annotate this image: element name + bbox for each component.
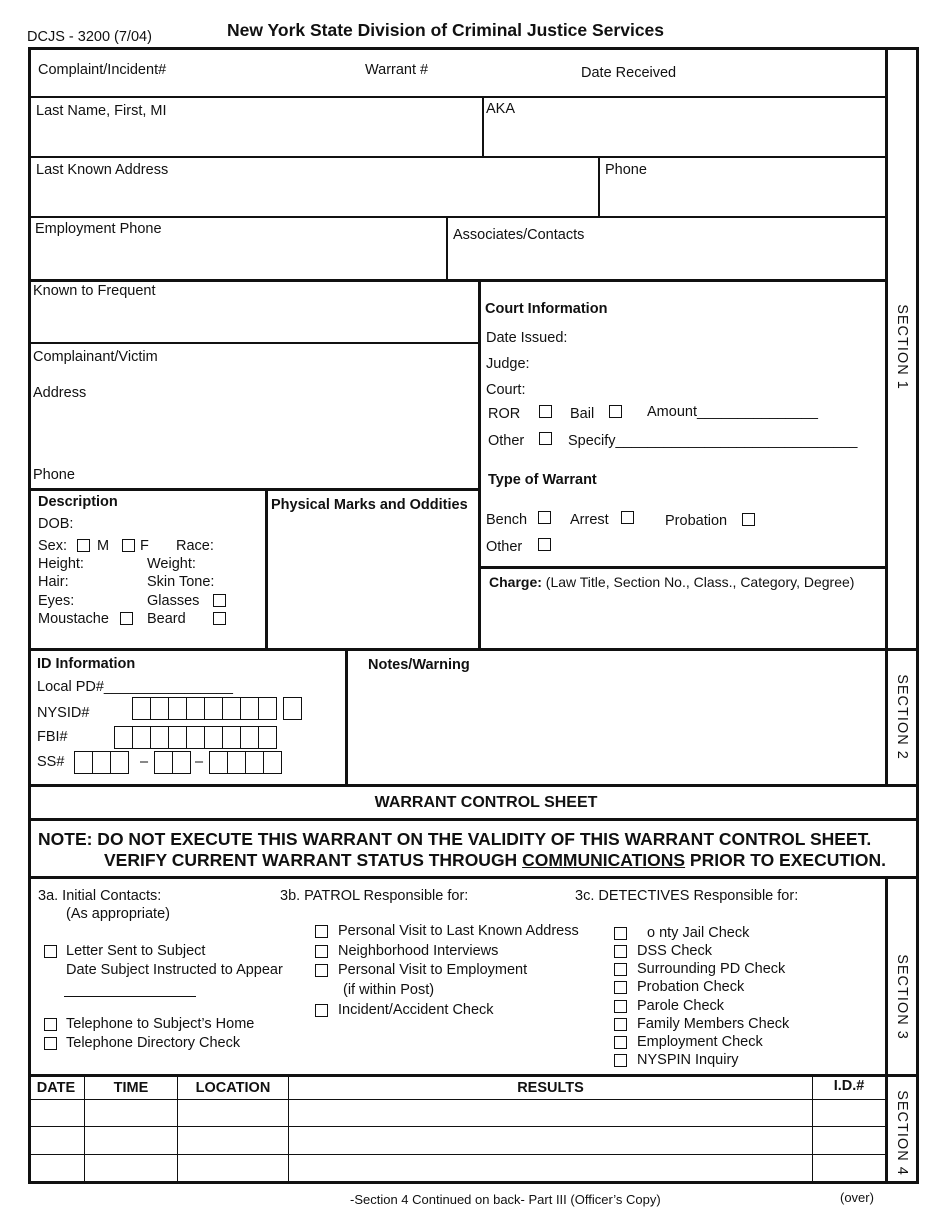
col-date: DATE <box>36 1080 76 1096</box>
moustache-label: Moustache <box>38 611 109 627</box>
dob-label: DOB: <box>38 516 74 532</box>
form-code: DCJS - 3200 (7/04) <box>27 29 152 45</box>
detective-item-1: o nty Jail Check <box>647 925 750 941</box>
probation-checkbox[interactable] <box>742 513 755 526</box>
nysid-check-box[interactable] <box>283 697 302 720</box>
control-sheet-title: WARRANT CONTROL SHEET <box>374 794 598 811</box>
last-known-address-label: Last Known Address <box>36 162 169 178</box>
date-issued-label: Date Issued: <box>486 330 568 346</box>
address-label: Address <box>33 385 87 401</box>
nysid-boxes[interactable] <box>132 697 277 720</box>
ss-dash-2: – <box>195 754 204 770</box>
amount-field[interactable]: Amount_______________ <box>647 404 818 420</box>
detective-item-7: Employment Check <box>637 1034 763 1050</box>
sex-female-checkbox[interactable] <box>122 539 135 552</box>
section-3-label: SECTION 3 <box>894 954 910 1040</box>
other-label: Other <box>488 433 525 449</box>
detective-item-5: Parole Check <box>637 998 725 1014</box>
race-label: Race: <box>176 538 214 554</box>
telephone-home-label: Telephone to Subject’s Home <box>66 1016 255 1032</box>
footer-over: (over) <box>840 1190 874 1205</box>
detective-item-3: Surrounding PD Check <box>637 961 786 977</box>
glasses-checkbox[interactable] <box>213 594 226 607</box>
detective-item-6: Family Members Check <box>637 1016 790 1032</box>
employment-phone-label: Employment Phone <box>35 221 162 237</box>
patrol-item-2-checkbox[interactable] <box>315 945 328 958</box>
known-to-frequent-label: Known to Frequent <box>33 283 156 299</box>
aka-label: AKA <box>486 101 516 117</box>
arrest-checkbox[interactable] <box>621 511 634 524</box>
charge-detail: (Law Title, Section No., Class., Category, Degree) <box>545 574 855 590</box>
patrol-item-4-checkbox[interactable] <box>315 1004 328 1017</box>
detective-item-3-checkbox[interactable] <box>614 963 627 976</box>
warrant-type-title: Type of Warrant <box>488 472 597 488</box>
telephone-home-checkbox[interactable] <box>44 1018 57 1031</box>
detective-item-7-checkbox[interactable] <box>614 1036 627 1049</box>
patrol-item-1: Personal Visit to Last Known Address <box>338 923 579 939</box>
sex-male-label: M <box>97 538 110 554</box>
telephone-directory-checkbox[interactable] <box>44 1037 57 1050</box>
patrol-item-3-note: (if within Post) <box>343 982 435 998</box>
bail-checkbox[interactable] <box>609 405 622 418</box>
physical-marks-title: Physical Marks and Oddities <box>271 497 468 513</box>
patrol-item-3: Personal Visit to Employment <box>338 962 528 978</box>
fbi-boxes[interactable] <box>114 726 277 749</box>
probation-label: Probation <box>665 513 728 529</box>
skin-tone-label: Skin Tone: <box>147 574 215 590</box>
initial-contacts-title: 3a. Initial Contacts: <box>38 888 162 904</box>
sex-male-checkbox[interactable] <box>77 539 90 552</box>
nysid-label: NYSID# <box>37 705 90 721</box>
date-instructed-label: Date Subject Instructed to Appear <box>66 962 283 978</box>
col-location: LOCATION <box>195 1080 271 1096</box>
moustache-checkbox[interactable] <box>120 612 133 625</box>
phone-label: Phone <box>605 162 647 178</box>
other-checkbox[interactable] <box>539 432 552 445</box>
section-2-label: SECTION 2 <box>894 674 910 760</box>
name-label: Last Name, First, MI <box>36 103 167 119</box>
id-info-title: ID Information <box>37 656 136 672</box>
col-id: I.D.# <box>833 1078 865 1094</box>
complaint-incident-label: Complaint/Incident# <box>38 62 167 78</box>
eyes-label: Eyes: <box>38 593 75 609</box>
detective-item-6-checkbox[interactable] <box>614 1018 627 1031</box>
agency-title: New York State Division of Criminal Justice Services <box>227 20 665 40</box>
patrol-item-1-checkbox[interactable] <box>315 925 328 938</box>
complainant-victim-label: Complainant/Victim <box>33 349 158 365</box>
ror-checkbox[interactable] <box>539 405 552 418</box>
section-1-label: SECTION 1 <box>894 304 910 390</box>
ss-boxes-3[interactable] <box>209 751 282 774</box>
date-received-label: Date Received <box>581 65 677 81</box>
section-4-label: SECTION 4 <box>894 1090 910 1176</box>
detective-item-2: DSS Check <box>637 943 712 959</box>
judge-label: Judge: <box>486 356 530 372</box>
col-results: RESULTS <box>517 1080 584 1096</box>
court-info-title: Court Information <box>485 301 608 317</box>
glasses-label: Glasses <box>147 593 200 609</box>
ss-boxes-2[interactable] <box>154 751 191 774</box>
letter-sent-label: Letter Sent to Subject <box>66 943 206 959</box>
charge-title: Charge: <box>489 574 542 590</box>
notes-warning-title: Notes/Warning <box>368 657 470 673</box>
ss-label: SS# <box>37 754 65 770</box>
beard-label: Beard <box>147 611 186 627</box>
charge-label <box>489 575 854 589</box>
footer-continued: -Section 4 Continued on back- Part III (Officer’s Copy) <box>350 1192 661 1207</box>
beard-checkbox[interactable] <box>213 612 226 625</box>
sex-female-label: F <box>140 538 149 554</box>
bench-checkbox[interactable] <box>538 511 551 524</box>
court-label: Court: <box>486 382 526 398</box>
other-warrant-label: Other <box>486 539 523 555</box>
detective-item-4: Probation Check <box>637 979 745 995</box>
note-communications: COMMUNICATIONS <box>522 850 686 870</box>
patrol-item-3-checkbox[interactable] <box>315 964 328 977</box>
warrant-number-label: Warrant # <box>365 62 429 78</box>
specify-field[interactable]: Specify______________________________ <box>568 433 858 449</box>
initial-contacts-sub: (As appropriate) <box>66 906 170 922</box>
description-title: Description <box>38 494 118 510</box>
ror-label: ROR <box>488 406 521 422</box>
other-warrant-checkbox[interactable] <box>538 538 551 551</box>
bench-label: Bench <box>486 512 528 528</box>
detective-item-1-checkbox[interactable] <box>614 927 627 940</box>
telephone-directory-label: Telephone Directory Check <box>66 1035 241 1051</box>
detective-item-2-checkbox[interactable] <box>614 945 627 958</box>
detective-item-5-checkbox[interactable] <box>614 1000 627 1013</box>
detective-item-8-checkbox[interactable] <box>614 1054 627 1067</box>
date-instructed-line <box>64 996 196 997</box>
detective-item-8: NYSPIN Inquiry <box>637 1052 739 1068</box>
patrol-item-2: Neighborhood Interviews <box>338 943 499 959</box>
height-label: Height: <box>38 556 84 572</box>
letter-sent-checkbox[interactable] <box>44 945 57 958</box>
detectives-title: 3c. DETECTIVES Responsible for: <box>575 888 799 904</box>
local-pd-field[interactable]: Local PD#________________ <box>37 679 233 695</box>
hair-label: Hair: <box>38 574 69 590</box>
fbi-label: FBI# <box>37 729 68 745</box>
arrest-label: Arrest <box>570 512 609 528</box>
note-line-2 <box>104 852 886 870</box>
note-line-2-post: PRIOR TO EXECUTION. <box>685 850 887 870</box>
sex-label: Sex: <box>38 538 68 554</box>
victim-phone-label: Phone <box>33 467 75 483</box>
note-line-1: NOTE: DO NOT EXECUTE THIS WARRANT ON THE VALIDITY OF THIS WARRANT CONTROL SHEET. <box>38 829 872 849</box>
detective-item-4-checkbox[interactable] <box>614 981 627 994</box>
patrol-title: 3b. PATROL Responsible for: <box>280 888 469 904</box>
ss-dash-1: – <box>140 754 149 770</box>
bail-label: Bail <box>570 406 595 422</box>
ss-boxes-1[interactable] <box>74 751 129 774</box>
associates-label: Associates/Contacts <box>453 227 585 243</box>
weight-label: Weight: <box>147 556 196 572</box>
col-time: TIME <box>113 1080 149 1096</box>
note-line-2-pre: VERIFY CURRENT WARRANT STATUS THROUGH <box>104 850 523 870</box>
patrol-item-4: Incident/Accident Check <box>338 1002 494 1018</box>
